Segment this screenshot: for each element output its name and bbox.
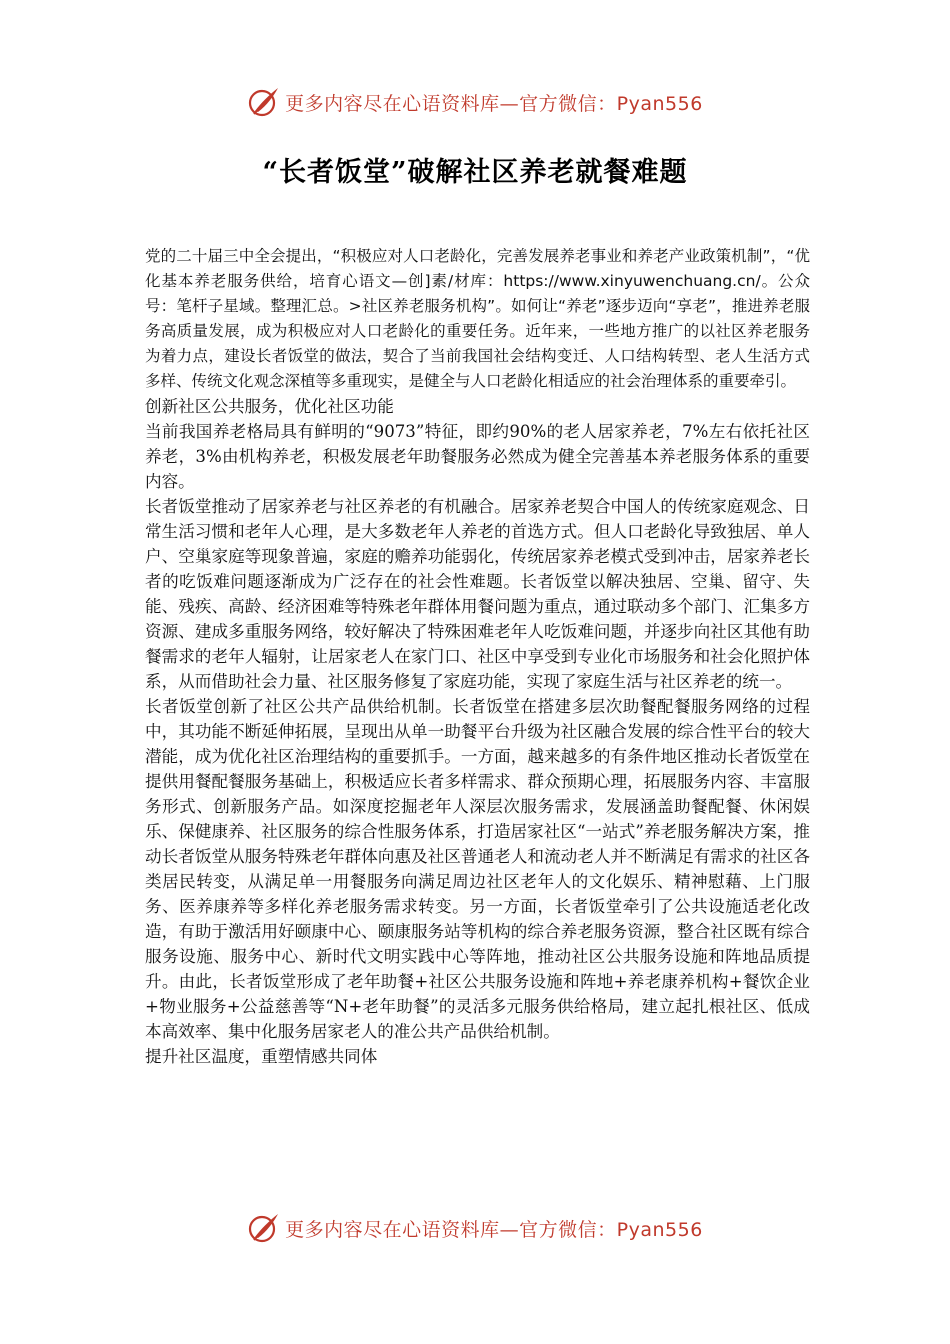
body-paragraph: 长者饭堂创新了社区公共产品供给机制。长者饭堂在搭建多层次助餐配餐服务网络的过程中，其功能不断延伸拓展，呈现出从单一助餐平台升级为社区融合发展的综合性平台的较大潜能，成为优化社区治理结构的重要抓手。一方面，越来越多的有条件地区推动长者饭堂在提供用餐配餐服务基础上，积极适应长者多样需求、群众预期心理，拓展服务内容、丰富服务形式、创新服务产品。如深度挖掘老年人深层次服务需求，发展涵盖助餐配餐、休闲娱乐、保健康养、社区服务的综合性服务体系，打造居家社区“一站式”养老服务解决方案，推动长者饭堂从服务特殊老年群体向惠及社区普通老人和流动老人并不断满足有需求的社区各类居民转变，从满足单一用餐服务向满足周边社区老年人的文化娱乐、精神慰藉、上门服务、医养康养等多样化养老服务需求转变。另一方面，长者饭堂牵引了公共设施适老化改造，有助于激活用好颐康中心、颐康服务站等机构的综合养老服务资源，整合社区既有综合服务设施、服务中心、新时代文明实践中心等阵地，推动社区公共服务设施和阵地品质提升。由此，长者饭堂形成了老年助餐+社区公共服务设施和阵地+养老康养机构+餐饮企业+物业服务+公益慈善等“N+老年助餐”的灵活多元服务供给格局，建立起扎根社区、低成本高效率、集中化服务居家老人的准公共产品供给机制。 xyxy=(145,697,810,1041)
lead-paragraph: 党的二十届三中全会提出，“积极应对人口老龄化，完善发展养老事业和养老产业政策机制”，“优化基本养老服务供给，培育心语文—创]素/材库：https://www.xinyuwenchuang.cn/。公众号：笔杆子星域。整理汇总。>社区养老服务机构”。如何让“养老”逐步迈向“享老”，推进养老服务高质量发展，成为积极应对人口老龄化的重要任务。近年来，一些地方推广的以社区养老服务为着力点，建设长者饭堂的做法，契合了当前我国社会结构变迁、人口结构转型、老人生活方式多样、传统文化观念深植等多重现实，是健全与人口老龄化相适应的社会治理体系的重要牵引。 xyxy=(145,247,810,390)
quill-logo-icon xyxy=(247,1211,281,1245)
wechat-id: Pyan556 xyxy=(616,1218,703,1241)
section-heading-2: 提升社区温度，重塑情感共同体 xyxy=(145,1047,378,1066)
body-paragraph: 长者饭堂推动了居家养老与社区养老的有机融合。居家养老契合中国人的传统家庭观念、日常生活习惯和老年人心理，是大多数老年人养老的首选方式。但人口老龄化导致独居、单人户、空巢家庭等现象普遍，家庭的赡养功能弱化，传统居家养老模式受到冲击，居家养老长者的吃饭难问题逐渐成为广泛存在的社会性难题。长者饭堂以解决独居、空巢、留守、失能、残疾、高龄、经济困难等特殊老年群体用餐问题为重点，通过联动多个部门、汇集多方资源、建成多重服务网络，较好解决了特殊困难老年人吃饭难问题，并逐步向社区其他有助餐需求的老年人辐射，让居家老人在家门口、社区中享受到专业化市场服务和社会化照护体系，从而借助社会力量、社区服务修复了家庭功能，实现了家庭生活与社区养老的统一。 xyxy=(145,497,810,691)
banner-text: 更多内容尽在心语资料库—官方微信：Pyan556 xyxy=(285,92,703,115)
quill-logo-icon xyxy=(247,85,281,119)
document-title: “长者饭堂”破解社区养老就餐难题 xyxy=(262,157,688,188)
footer-watermark-banner xyxy=(0,1208,950,1248)
section-heading-1: 创新社区公共服务，优化社区功能 xyxy=(145,397,394,416)
document-body xyxy=(145,244,810,1069)
wechat-id: Pyan556 xyxy=(616,92,703,115)
banner-text: 更多内容尽在心语资料库—官方微信：Pyan556 xyxy=(285,1218,703,1241)
body-paragraph: 当前我国养老格局具有鲜明的“9073”特征，即约90%的老人居家养老，7%左右依托社区养老，3%由机构养老，积极发展老年助餐服务必然成为健全完善基本养老服务体系的重要内容。 xyxy=(145,422,810,491)
header-watermark-banner xyxy=(0,82,950,122)
